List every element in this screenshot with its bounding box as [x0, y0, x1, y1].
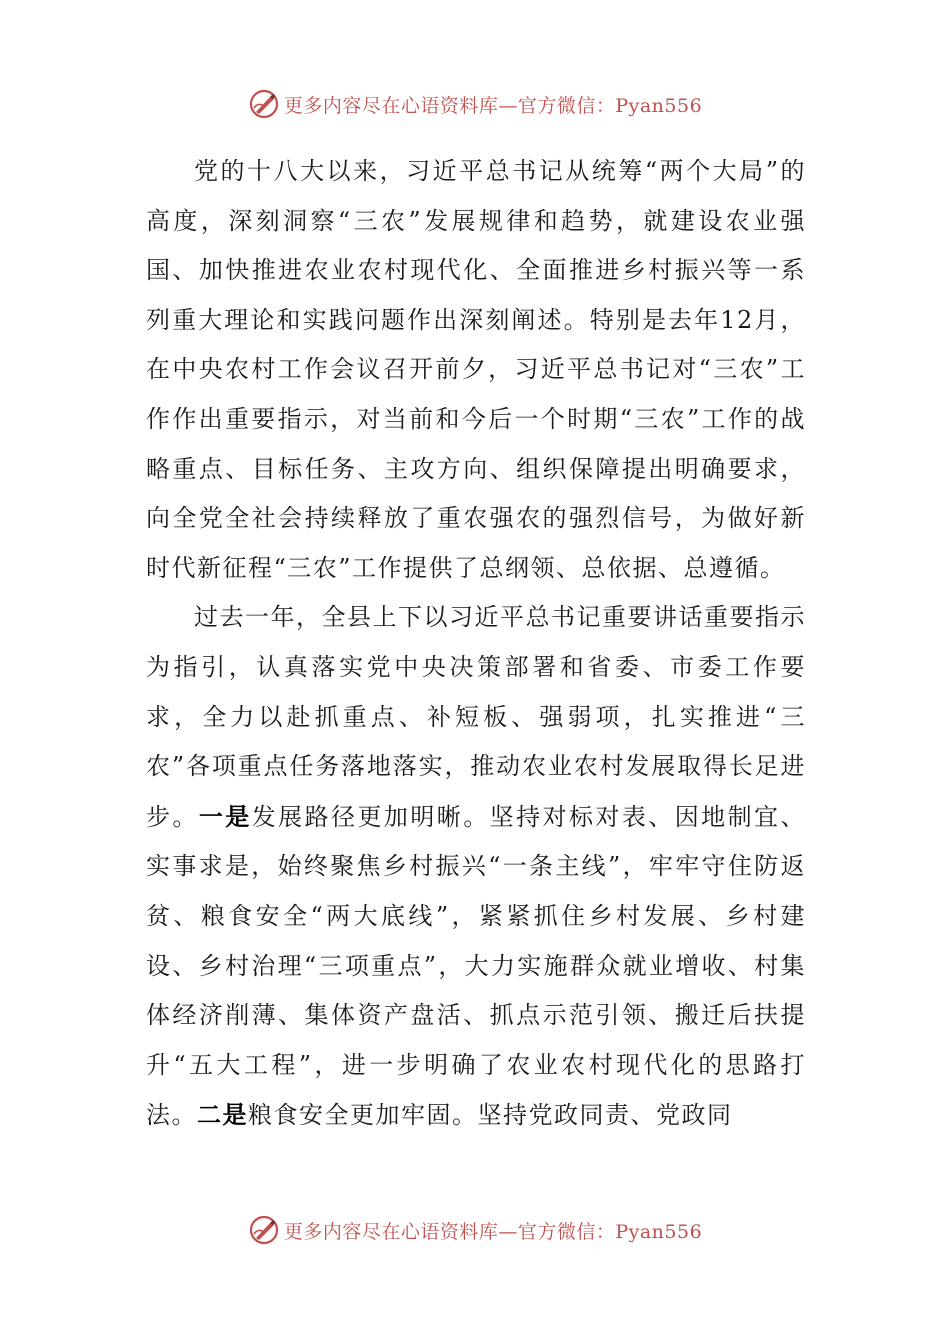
paragraph-text: 过去一年，全县上下以习近平总书记重要讲话重要指示为指引，认真落实党中央决策部署和省委、市委工作要求，全力以赴抓重点、补短板、强弱项，扎实推进“三农”各项重点任务落地落实，推动农业农村发展取得长足进步。 [146, 603, 806, 831]
watermark-footer [0, 1213, 950, 1247]
watermark-header [0, 87, 950, 121]
paragraph-text: 发展路径更加明晰。坚持对标对表、因地制宜、实事求是，始终聚焦乡村振兴“一条主线”，牢牢守住防返贫、粮食安全“两大底线”，紧紧抓住乡村发展、乡村建设、乡村治理“三项重点”，大力实施群众就业增收、村集体经济削薄、集体资产盘活、抓点示范引领、搬迁后扶提升“五大工程”，进一步明确了农业农村现代化的思路打法。 [146, 802, 806, 1130]
paragraph [146, 147, 806, 593]
pen-logo-icon [248, 88, 280, 120]
paragraph-text: 党的十八大以来，习近平总书记从统筹“两个大局”的高度，深刻洞察“三农”发展规律和趋势，就建设农业强国、加快推进农业农村现代化、全面推进乡村振兴等一系列重大理论和实践问题作出深刻阐述。特别是去年12月，在中央农村工作会议召开前夕，习近平总书记对“三农”工作作出重要指示，对当前和今后一个时期“三农”工作的战略重点、目标任务、主攻方向、组织保障提出明确要求，向全党全社会持续释放了重农强农的强烈信号，为做好新时代新征程“三农”工作提供了总纲领、总依据、总遵循。 [146, 157, 806, 582]
bold-marker: 一是 [198, 801, 252, 831]
paragraph-text: 粮食安全更加牢固。坚持党政同责、党政同 [248, 1101, 733, 1130]
watermark-text: 更多内容尽在心语资料库—官方微信：Pyan556 [283, 94, 703, 117]
pen-logo-icon [248, 1214, 280, 1246]
bold-marker: 二是 [197, 1100, 248, 1130]
paragraph [146, 593, 806, 1141]
document-body [146, 147, 806, 1141]
watermark-text: 更多内容尽在心语资料库—官方微信：Pyan556 [283, 1220, 703, 1243]
